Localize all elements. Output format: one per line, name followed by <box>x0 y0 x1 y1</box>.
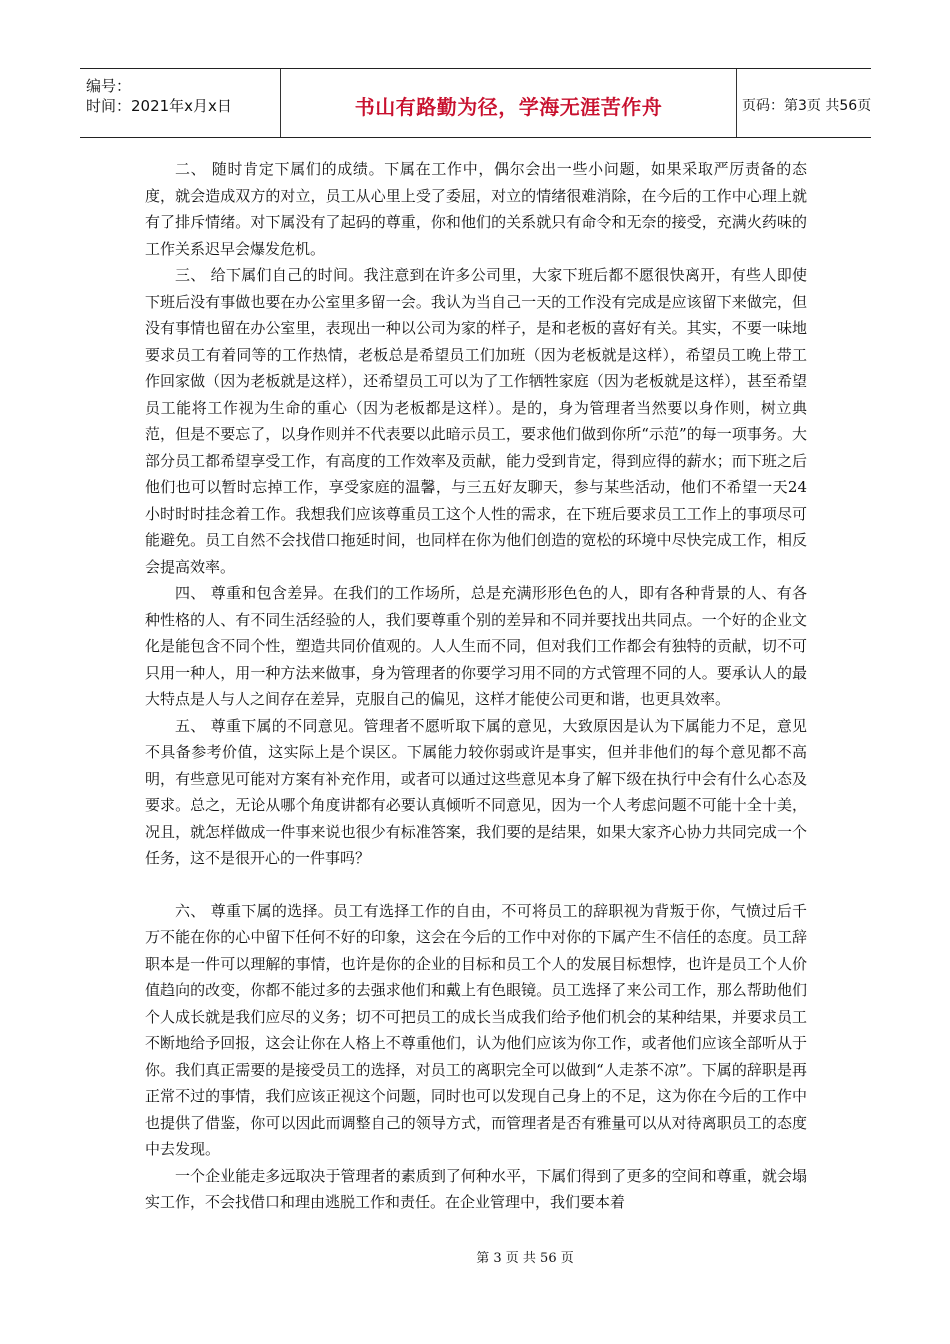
paragraph-3: 三、 给下属们自己的时间。我注意到在许多公司里，大家下班后都不愿很快离开，有些人即使下班后没有事做也要在办公室里多留一会。我认为当自己一天的工作没有完成是应该留下来做完，但没有事情也留在办公室里，表现出一种以公司为家的样子，是和老板的喜好有关。其实，不要一味地要求员工有着同等的工作热情，老板总是希望员工们加班（因为老板就是这样），希望员工晚上带工作回家做（因为老板就是这样），还希望员工可以为了工作牺牲家庭（因为老板就是这样），甚至希望员工能将工作视为生命的重心（因为老板都是这样）。是的，身为管理者当然要以身作则，树立典范，但是不要忘了，以身作则并不代表要以此暗示员工，要求他们做到你所“示范”的每一项事务。大部分员工都希望享受工作，有高度的工作效率及贡献，能力受到肯定，得到应得的薪水；而下班之后他们也可以暂时忘掉工作，享受家庭的温馨，与三五好友聊天，参与某些活动，他们不希望一天24小时时时挂念着工作。我想我们应该尊重员工这个人性的需求，在下班后要求员工工作上的事项尽可能避免。员工自然不会找借口拖延时间，也同样在你为他们创造的宽松的环境中尽快完成工作，相反会提高效率。 <box>145 266 807 576</box>
page-footer <box>0 1247 950 1266</box>
header-meta-cell <box>80 69 280 137</box>
document-number-label: 编号： <box>86 77 132 95</box>
header-page-cell <box>736 69 871 137</box>
footer-page-number: 第 3 页 共 56 页 <box>476 1251 574 1266</box>
page-header <box>80 68 871 138</box>
paragraph-conclusion: 一个企业能走多远取决于管理者的素质到了何种水平，下属们得到了更多的空间和尊重，就会塌实工作，不会找借口和理由逃脱工作和责任。在企业管理中，我们要本着 <box>145 1166 807 1211</box>
document-date: 时间：2021年x月x日 <box>86 97 232 115</box>
paragraph-5: 五、 尊重下属的不同意见。管理者不愿听取下属的意见，大致原因是认为下属能力不足，意见不具备参考价值，这实际上是个误区。下属能力较你弱或许是事实，但并非他们的每个意见都不高明，有些意见可能对方案有补充作用，或者可以通过这些意见本身了解下级在执行中会有什么心态及要求。总之，无论从哪个角度讲都有必要认真倾听不同意见，因为一个人考虑问题不可能十全十美，况且，就怎样做成一件事来说也很少有标准答案，我们要的是结果，如果大家齐心协力共同完成一个任务，这不是很开心的一件事吗？ <box>145 716 807 867</box>
paragraph-6: 六、 尊重下属的选择。员工有选择工作的自由，不可将员工的辞职视为背叛于你，气愤过后千万不能在你的心中留下任何不好的印象，这会在今后的工作中对你的下属产生不信任的态度。员工辞职本是一件可以理解的事情，也许是你的企业的目标和员工个人的发展目标想悖，也许是员工个人价值趋向的改变，你都不能过多的去强求他们和戴上有色眼镜。员工选择了来公司工作，那么帮助他们个人成长就是我们应尽的义务；切不可把员工的成长当成我们给予他们机会的某种结果，并要求员工不断地给予回报，这会让你在人格上不尊重他们，认为他们应该为你工作，或者他们应该全部听从于你。我们真正需要的是接受员工的选择，对员工的离职完全可以做到“人走茶不凉”。下属的辞职是再正常不过的事情，我们应该正视这个问题，同时也可以发现自己身上的不足，这为你在今后的工作中也提供了借鉴，你可以因此而调整自己的领导方式，而管理者是否有雅量可以从对待离职员工的态度中去发现。 <box>145 901 807 1158</box>
paragraph-4: 四、 尊重和包含差异。在我们的工作场所，总是充满形形色色的人，即有各种背景的人、有各种性格的人、有不同生活经验的人，我们要尊重个别的差异和不同并要找出共同点。一个好的企业文化是能包含不同个性，塑造共同价值观的。人人生而不同，但对我们工作都会有独特的贡献，切不可只用一种人，用一种方法来做事，身为管理者的你要学习用不同的方式管理不同的人。要承认人的最大特点是人与人之间存在差异，克服自己的偏见，这样才能使公司更和谐，也更具效率。 <box>145 584 807 708</box>
paragraph-2: 二、 随时肯定下属们的成绩。下属在工作中，偶尔会出一些小问题，如果采取严厉责备的态度，就会造成双方的对立，员工从心里上受了委屈，对立的情绪很难消除，在今后的工作中心理上就有了排斥情绪。对下属没有了起码的尊重，你和他们的关系就只有命令和无奈的接受，充满火药味的工作关系迟早会爆发危机。 <box>145 160 807 258</box>
document-body <box>145 156 807 1216</box>
header-motto: 书山有路勤为径，学海无涯苦作舟 <box>354 95 663 119</box>
header-page-info: 页码：第3页 共56页 <box>742 98 872 114</box>
header-motto-cell <box>280 69 737 137</box>
